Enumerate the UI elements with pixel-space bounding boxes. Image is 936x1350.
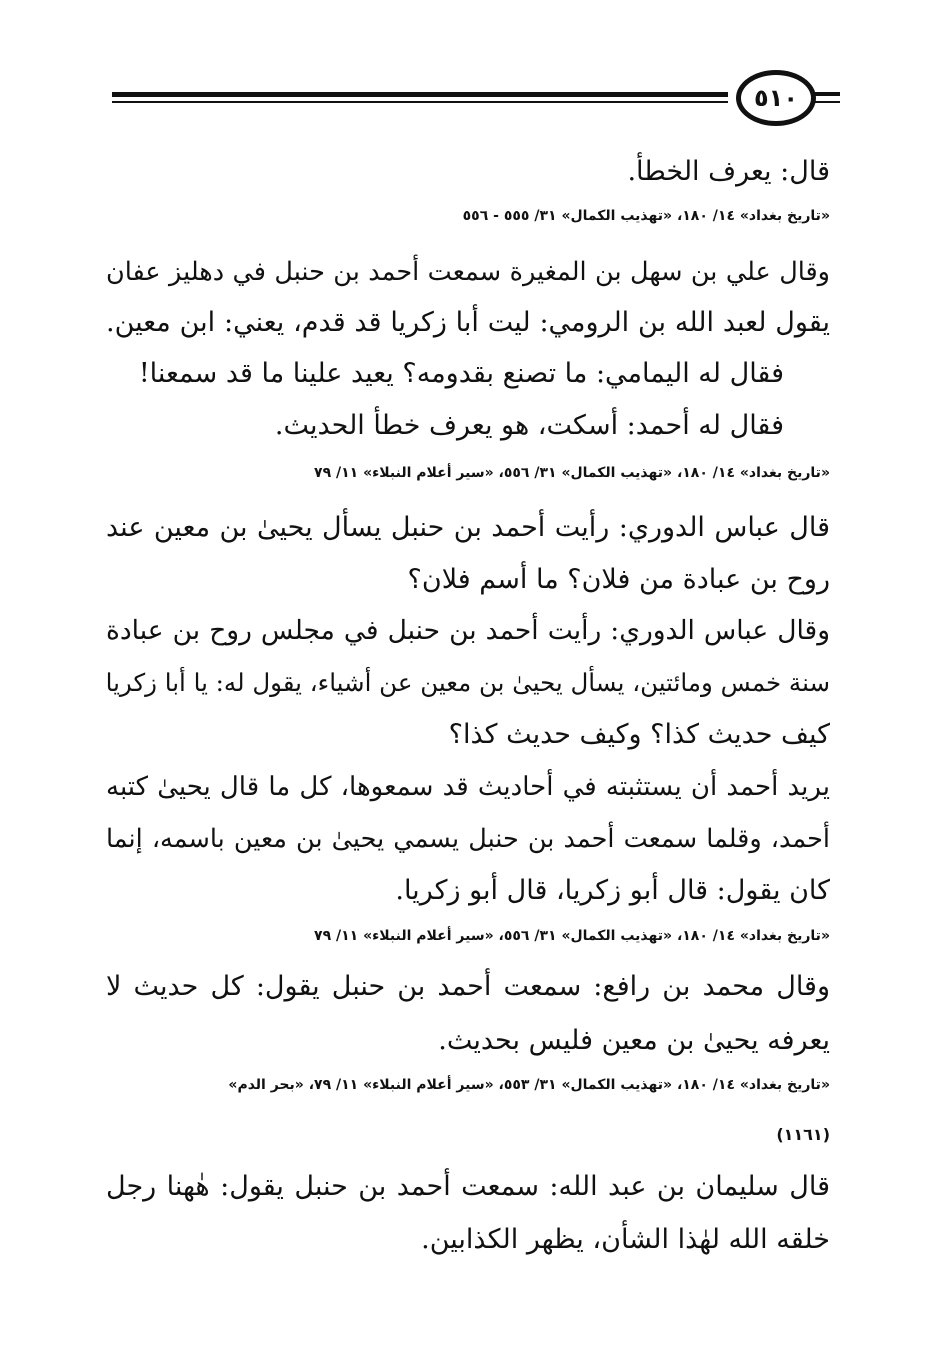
- text-line: يقول لعبد الله بن الرومي: ليت أبا زكريا قد قدم، يعني: ابن معين.: [106, 307, 830, 338]
- text-line: قال سليمان بن عبد الله: سمعت أحمد بن حنبل يقول: هٰهنا رجل: [106, 1171, 830, 1202]
- text-line: روح بن عبادة من فلان؟ ما أسم فلان؟: [407, 564, 830, 595]
- text-line: خلقه الله لهٰذا الشأن، يظهر الكذابين.: [421, 1224, 830, 1255]
- text-line: وقال محمد بن رافع: سمعت أحمد بن حنبل يقول: كل حديث لا: [106, 971, 830, 1002]
- page-header: [100, 70, 840, 130]
- text-line: يعرفه يحيىٰ بن معين فليس بحديث.: [438, 1025, 830, 1056]
- text-line: وقال عباس الدوري: رأيت أحمد بن حنبل في مجلس روح بن عبادة: [106, 615, 830, 646]
- text-line: قال عباس الدوري: رأيت أحمد بن حنبل يسأل يحيىٰ بن معين عند: [106, 512, 830, 543]
- reference-line: «تاريخ بغداد» ١٤/ ١٨٠، «تهذيب الكمال» ٣١/ ٥٥٥ - ٥٥٦: [462, 208, 830, 224]
- page-number-badge: [736, 70, 816, 126]
- text-line: كان يقول: قال أبو زكريا، قال أبو زكريا.: [395, 875, 830, 906]
- reference-line: «تاريخ بغداد» ١٤/ ١٨٠، «تهذيب الكمال» ٣١/ ٥٥٣، «سير أعلام النبلاء» ١١/ ٧٩، «بحر الدم»: [228, 1077, 830, 1093]
- reference-line: «تاريخ بغداد» ١٤/ ١٨٠، «تهذيب الكمال» ٣١/ ٥٥٦، «سير أعلام النبلاء» ١١/ ٧٩: [314, 928, 830, 944]
- text-line: سنة خمس ومائتين، يسأل يحيىٰ بن معين عن أشياء، يقول له: يا أبا زكريا: [105, 668, 830, 697]
- text-line: يريد أحمد أن يستثبته في أحاديث قد سمعوها، كل ما قال يحيىٰ كتبه: [106, 772, 830, 802]
- text-line: وقال علي بن سهل بن المغيرة سمعت أحمد بن حنبل في دهليز عفان: [106, 257, 830, 287]
- page-number: ٥١٠: [754, 84, 798, 112]
- header-rule-thin: [112, 101, 728, 103]
- reference-line: «تاريخ بغداد» ١٤/ ١٨٠، «تهذيب الكمال» ٣١/ ٥٥٦، «سير أعلام النبلاء» ١١/ ٧٩: [314, 465, 830, 481]
- text-line: فقال له اليمامي: ما تصنع بقدومه؟ يعيد علينا ما قد سمعنا!: [138, 358, 784, 389]
- text-line: فقال له أحمد: أسكت، هو يعرف خطأ الحديث.: [274, 410, 784, 441]
- text-line: أحمد، وقلما سمعت أحمد بن حنبل يسمي يحيىٰ بن معين باسمه، إنما: [106, 824, 830, 854]
- text-line: كيف حديث كذا؟ وكيف حديث كذا؟: [448, 719, 830, 750]
- header-rule-thick: [112, 92, 728, 97]
- entry-number: (١١٦١): [776, 1125, 830, 1144]
- text-line: قال: يعرف الخطأ.: [627, 156, 830, 187]
